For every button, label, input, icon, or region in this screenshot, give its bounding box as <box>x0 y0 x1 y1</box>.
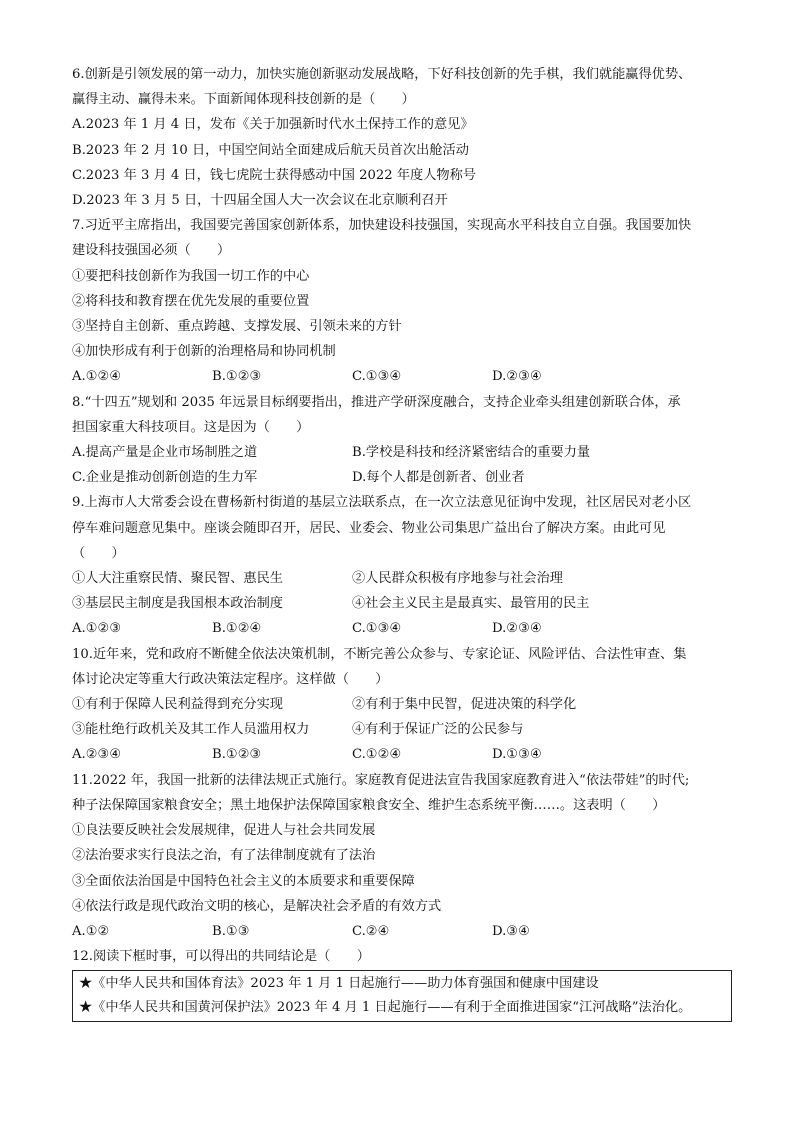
answer-option: D.③④ <box>492 923 530 939</box>
answer-option: D.②③④ <box>492 369 542 385</box>
answer-option: C.①③④ <box>352 369 402 385</box>
answer-option: D.2023 年 3 月 5 日，十四届全国人大一次会议在北京顺利召开 <box>72 193 448 209</box>
answer-options <box>72 440 732 465</box>
statement-row <box>72 692 732 717</box>
question-stem: 10.近年来，党和政府不断健全依法决策机制，不断完善公众参与、专家论证、风险评估、合法性审查、集 <box>72 646 687 662</box>
question-stem: 建设科技强国必须（ ） <box>72 243 231 259</box>
answer-options <box>72 919 732 944</box>
statement-row <box>72 717 732 742</box>
news-item: ★《中华人民共和国体育法》2023 年 1 月 1 日起施行——助力体育强国和健康中国建设 <box>79 976 599 992</box>
exam-page <box>72 62 732 1022</box>
answer-option: D.①③④ <box>492 747 542 763</box>
statement-item: ④加快形成有利于创新的治理格局和协同机制 <box>72 344 336 360</box>
answer-options <box>72 616 732 641</box>
statement-item: ④社会主义民主是最真实、最管用的民主 <box>352 596 590 612</box>
answer-option: C.①②④ <box>352 747 402 763</box>
statement-item: ③坚持自主创新、重点跨越、支撑发展、引领未来的方针 <box>72 319 402 335</box>
question-stem: 停车难问题意见集中。座谈会随即召开，居民、业委会、物业公司集思广益出台了解决方案。由此可见 <box>72 520 666 536</box>
statement-item: ④有利于保证广泛的公民参与 <box>352 722 524 738</box>
answer-option: C.②④ <box>352 923 390 939</box>
question-stem: 8.“十四五”规划和 2035 年远景目标纲要指出，推进产学研深度融合，支持企业牵头组建创新联合体，承 <box>72 394 681 410</box>
question-10 <box>72 642 732 768</box>
question-stem: 赢得主动、赢得未来。下面新闻体现科技创新的是（ ） <box>72 92 415 108</box>
answer-option: C.2023 年 3 月 4 日，钱七虎院士获得感动中国 2022 年度人物称号 <box>72 167 476 183</box>
question-stem: 12.阅读下框时事，可以得出的共同结论是（ ） <box>72 949 370 965</box>
question-stem: 体讨论决定等重大行政决策法定程序。这样做（ ） <box>72 671 389 687</box>
answer-option: C.①③④ <box>352 621 402 637</box>
question-stem: 担国家重大科技项目。这是因为（ ） <box>72 419 310 435</box>
statement-item: ②有利于集中民智，促进决策的科学化 <box>352 697 577 713</box>
statement-item: ③能杜绝行政机关及其工作人员滥用权力 <box>72 722 310 738</box>
news-box <box>72 970 732 1022</box>
statement-item: ①有利于保障人民利益得到充分实现 <box>72 697 283 713</box>
answer-options <box>72 364 732 389</box>
answer-option: B.学校是科技和经济紧密结合的重要力量 <box>352 445 591 461</box>
answer-option: B.①②③ <box>212 369 262 385</box>
answer-option: D.每个人都是创新者、创业者 <box>352 470 525 486</box>
question-6 <box>72 62 732 213</box>
question-stem: 7.习近平主席指出，我国要完善国家创新体系，加快建设科技强国，实现高水平科技自立自强。我国要加快 <box>72 218 692 234</box>
answer-option: A.2023 年 1 月 4 日，发布《关于加强新时代水土保持工作的意见》 <box>72 117 474 133</box>
answer-option: B.2023 年 2 月 10 日，中国空间站全面建成后航天员首次出舱活动 <box>72 142 469 158</box>
question-9 <box>72 490 732 641</box>
answer-option: B.①②③ <box>212 747 262 763</box>
statement-item: ②法治要求实行良法之治，有了法律制度就有了法治 <box>72 848 376 864</box>
question-stem: 9.上海市人大常委会设在曹杨新村街道的基层立法联系点，在一次立法意见征询中发现，社区居民对老小区 <box>72 495 692 511</box>
statement-item: ③基层民主制度是我国根本政治制度 <box>72 596 283 612</box>
answer-option: B.①②④ <box>212 621 262 637</box>
answer-options <box>72 465 732 490</box>
answer-option: D.②③④ <box>492 621 542 637</box>
answer-option: A.①②④ <box>72 369 122 385</box>
question-stem: 种子法保障国家粮食安全；黑土地保护法保障国家粮食安全、维护生态系统平衡……。这表明（ ） <box>72 797 666 813</box>
statement-item: ①良法要反映社会发展规律，促进人与社会共同发展 <box>72 823 376 839</box>
statement-item: ②将科技和教育摆在优先发展的重要位置 <box>72 293 310 309</box>
news-item: ★《中华人民共和国黄河保护法》2023 年 4 月 1 日起施行——有利于全面推进国家“江河战略”法治化。 <box>79 1000 692 1016</box>
answer-option: A.①② <box>72 923 110 939</box>
answer-option: A.②③④ <box>72 747 122 763</box>
statement-item: ④依法行政是现代政治文明的核心，是解决社会矛盾的有效方式 <box>72 898 442 914</box>
statement-item: ①要把科技创新作为我国一切工作的中心 <box>72 268 310 284</box>
answer-option: A.提高产量是企业市场制胜之道 <box>72 445 258 461</box>
answer-options <box>72 742 732 767</box>
answer-option: C.企业是推动创新创造的生力军 <box>72 470 258 486</box>
question-8 <box>72 390 732 491</box>
statement-row <box>72 591 732 616</box>
statement-row <box>72 566 732 591</box>
statement-item: ②人民群众积极有序地参与社会治理 <box>352 571 563 587</box>
question-11 <box>72 768 732 944</box>
statement-item: ③全面依法治国是中国特色社会主义的本质要求和重要保障 <box>72 873 415 889</box>
answer-option: A.①②③ <box>72 621 122 637</box>
answer-option: B.①③ <box>212 923 250 939</box>
question-stem: （ ） <box>72 545 125 561</box>
question-7 <box>72 213 732 389</box>
question-12 <box>72 944 732 1022</box>
question-stem: 6.创新是引领发展的第一动力，加快实施创新驱动发展战略，下好科技创新的先手棋，我们就能赢得优势、 <box>72 67 692 82</box>
question-stem: 11.2022 年，我国一批新的法律法规正式施行。家庭教育促进法宣告我国家庭教育进入“依法带娃”的时代; <box>72 772 690 788</box>
statement-item: ①人大注重察民情、聚民智、惠民生 <box>72 571 283 587</box>
